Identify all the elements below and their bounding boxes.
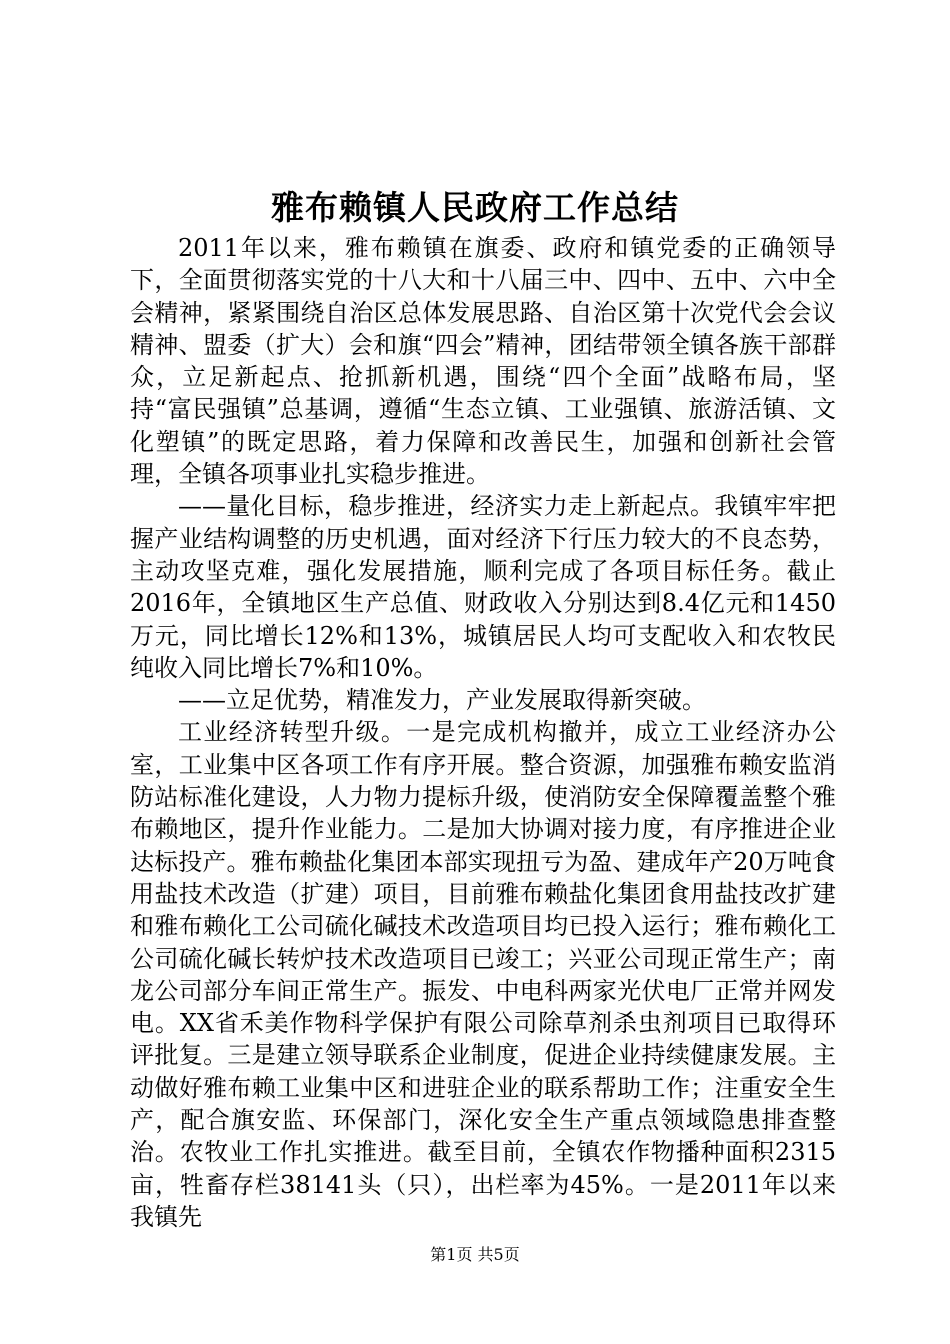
document-title: 雅布赖镇人民政府工作总结	[271, 188, 679, 227]
page-number-footer: 第1页 共5页	[430, 1245, 520, 1264]
paragraph-economy: ——量化目标，稳步推进，经济实力走上新起点。我镇牢牢把握产业结构调整的历史机遇，面对经济下行压力较大的不良态势，主动攻坚克难，强化发展措施，顺利完成了各项目标任务。截止2016年，全镇地区生产总值、财政收入分别达到8.4亿元和1450万元，同比增长12%和13%，城镇居民人均可支配收入和农牧民纯收入同比增长7%和10%。	[130, 492, 836, 682]
paragraph-intro: 2011年以来，雅布赖镇在旗委、政府和镇党委的正确领导下，全面贯彻落实党的十八大和十八届三中、四中、五中、六中全会精神，紧紧围绕自治区总体发展思路、自治区第十次党代会会议精神、盟委（扩大）会和旗“四会”精神，团结带领全镇各族干部群众，立足新起点、抢抓新机遇，围绕“四个全面”战略布局，坚持“富民强镇”总基调，遵循“生态立镇、工业强镇、旅游活镇、文化塑镇”的既定思路，着力保障和改善民生，加强和创新社会管理，全镇各项事业扎实稳步推进。	[130, 234, 836, 489]
paragraph-industrial-upgrade: 工业经济转型升级。一是完成机构撤并，成立工业经济办公室，工业集中区各项工作有序开展。整合资源，加强雅布赖安监消防站标准化建设，人力物力提标升级，使消防安全保障覆盖整个雅布赖地区，提升作业能力。二是加大协调对接力度，有序推进企业达标投产。雅布赖盐化集团本部实现扭亏为盈、建成年产20万吨食用盐技术改造（扩建）项目，目前雅布赖盐化集团食用盐技改扩建和雅布赖化工公司硫化碱技术改造项目均已投入运行；雅布赖化工公司硫化碱长转炉技术改造项目已竣工；兴亚公司现正常生产；南龙公司部分车间正常生产。振发、中电科两家光伏电厂正常并网发电。XX省禾美作物科学保护有限公司除草剂杀虫剂项目已取得环评批复。三是建立领导联系企业制度，促进企业持续健康发展。主动做好雅布赖工业集中区和进驻企业的联系帮助工作；注重安全生产，配合旗安监、环保部门，深化安全生产重点领域隐患排查整治。农牧业工作扎实推进。截至目前，全镇农作物播种面积2315亩，牲畜存栏38141头（只），出栏率为45%。一是2011年以来我镇先	[130, 718, 836, 1231]
document-body	[130, 232, 836, 1233]
paragraph-industry-heading: ——立足优势，精准发力，产业发展取得新突破。	[178, 686, 706, 715]
